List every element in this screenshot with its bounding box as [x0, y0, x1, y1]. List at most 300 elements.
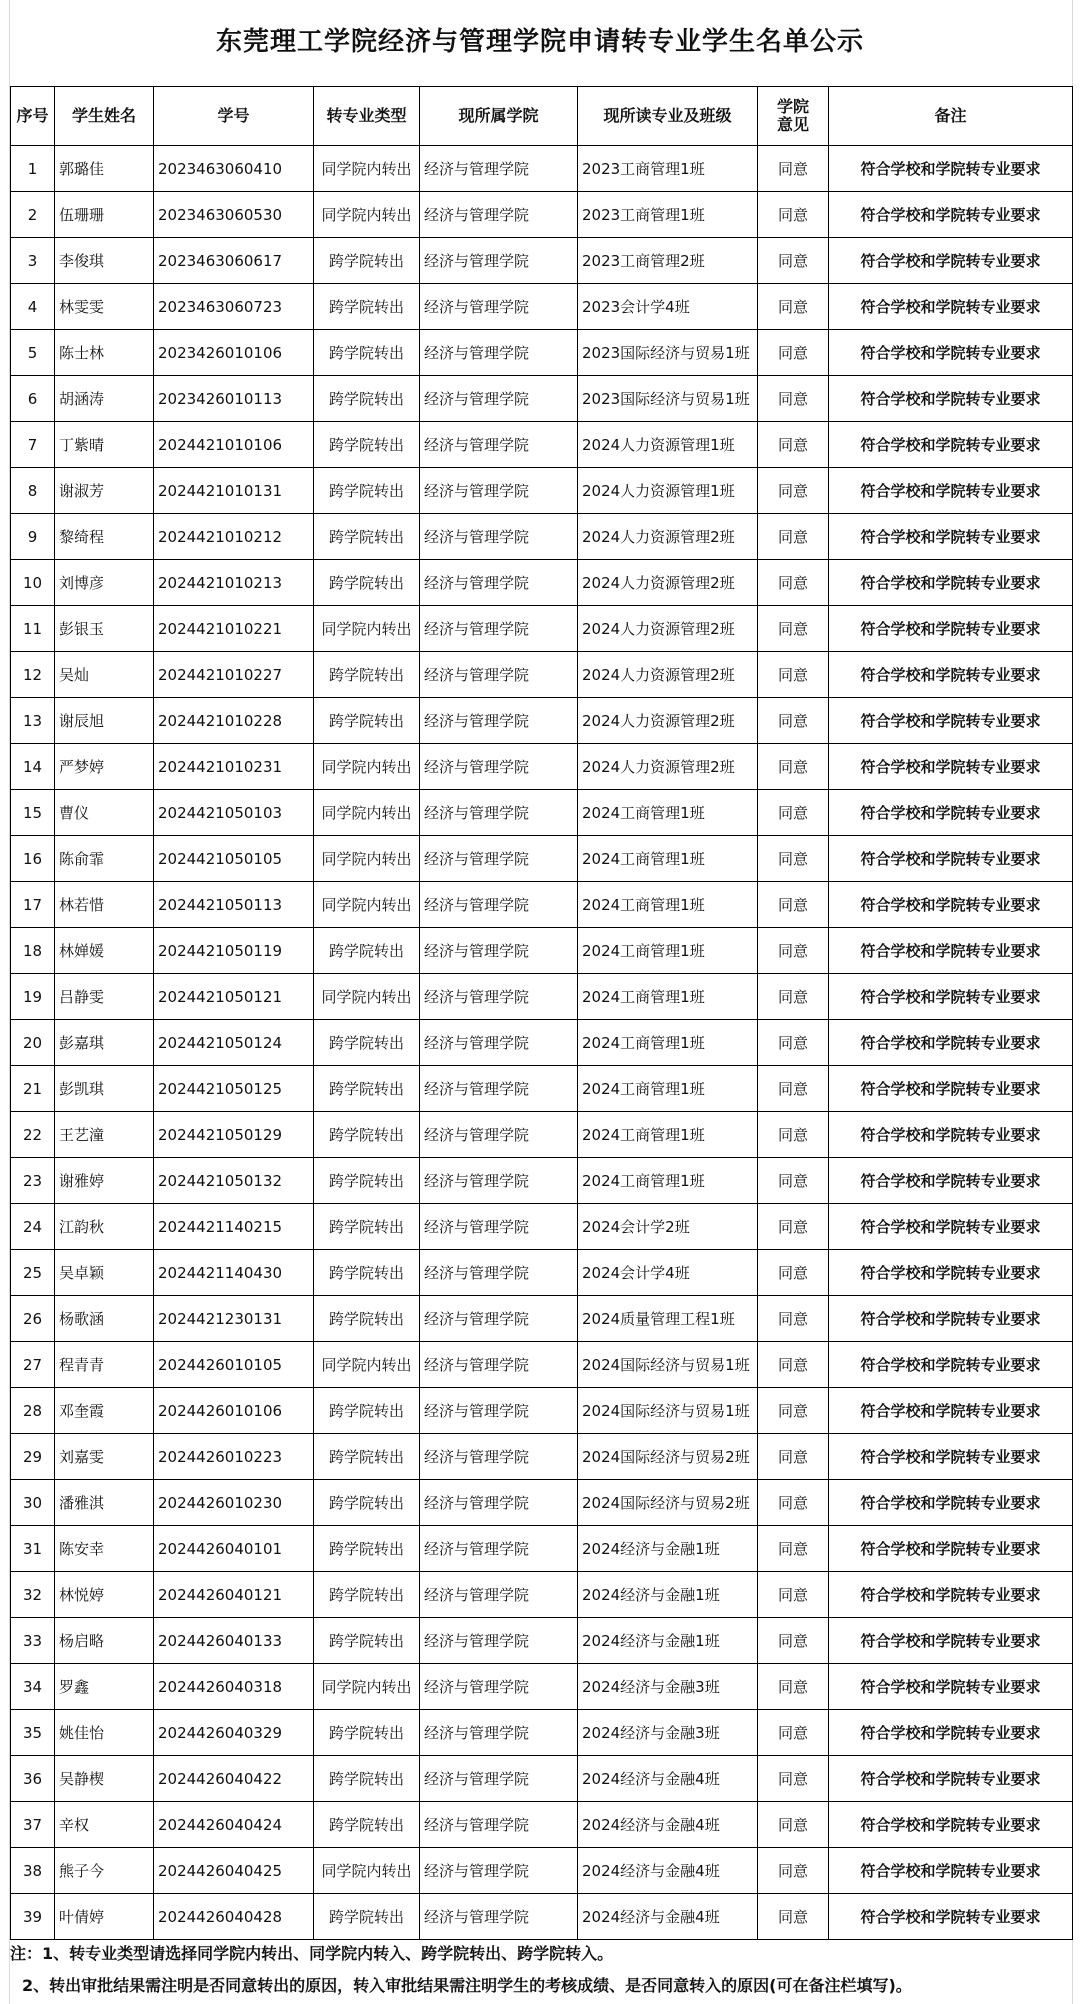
cell-transfer-type: 同学院内转出: [314, 1342, 420, 1388]
cell-transfer-type: 跨学院转出: [314, 1020, 420, 1066]
cell-opinion: 同意: [758, 882, 829, 928]
table-row: [11, 1066, 1073, 1112]
cell-opinion: 同意: [758, 1618, 829, 1664]
cell-remark: 符合学校和学院转专业要求: [829, 652, 1073, 698]
cell-index: 9: [11, 514, 55, 560]
cell-college: 经济与管理学院: [420, 1158, 578, 1204]
cell-student-id: 2024421050129: [154, 1112, 314, 1158]
cell-name: 吴静楔: [55, 1756, 154, 1802]
cell-remark: 符合学校和学院转专业要求: [829, 1388, 1073, 1434]
cell-remark: 符合学校和学院转专业要求: [829, 1664, 1073, 1710]
cell-college: 经济与管理学院: [420, 1342, 578, 1388]
cell-remark: 符合学校和学院转专业要求: [829, 330, 1073, 376]
table-row: [11, 652, 1073, 698]
cell-college: 经济与管理学院: [420, 1020, 578, 1066]
cell-transfer-type: 跨学院转出: [314, 652, 420, 698]
cell-remark: 符合学校和学院转专业要求: [829, 1112, 1073, 1158]
cell-name: 杨歌涵: [55, 1296, 154, 1342]
cell-major-class: 2024会计学4班: [578, 1250, 758, 1296]
cell-remark: 符合学校和学院转专业要求: [829, 882, 1073, 928]
cell-transfer-type: 跨学院转出: [314, 238, 420, 284]
cell-index: 37: [11, 1802, 55, 1848]
cell-index: 14: [11, 744, 55, 790]
cell-major-class: 2024人力资源管理1班: [578, 468, 758, 514]
cell-transfer-type: 跨学院转出: [314, 1802, 420, 1848]
table-row: [11, 1480, 1073, 1526]
table-row: [11, 1618, 1073, 1664]
header-index: 序号: [11, 87, 55, 146]
cell-name: 伍珊珊: [55, 192, 154, 238]
cell-transfer-type: 跨学院转出: [314, 1296, 420, 1342]
cell-remark: 符合学校和学院转专业要求: [829, 1296, 1073, 1342]
note-1: 注：1、转专业类型请选择同学院内转出、同学院内转入、跨学院转出、跨学院转入。: [10, 1944, 614, 1963]
cell-transfer-type: 跨学院转出: [314, 1526, 420, 1572]
cell-college: 经济与管理学院: [420, 928, 578, 974]
cell-index: 33: [11, 1618, 55, 1664]
table-row: [11, 1020, 1073, 1066]
cell-college: 经济与管理学院: [420, 652, 578, 698]
cell-college: 经济与管理学院: [420, 1572, 578, 1618]
cell-opinion: 同意: [758, 376, 829, 422]
cell-transfer-type: 同学院内转出: [314, 1664, 420, 1710]
cell-transfer-type: 同学院内转出: [314, 606, 420, 652]
header-transfer-type: 转专业类型: [314, 87, 420, 146]
cell-remark: 符合学校和学院转专业要求: [829, 422, 1073, 468]
cell-name: 姚佳怡: [55, 1710, 154, 1756]
cell-index: 27: [11, 1342, 55, 1388]
cell-college: 经济与管理学院: [420, 790, 578, 836]
cell-index: 8: [11, 468, 55, 514]
cell-college: 经济与管理学院: [420, 1618, 578, 1664]
cell-college: 经济与管理学院: [420, 1112, 578, 1158]
table-row: [11, 146, 1073, 192]
cell-opinion: 同意: [758, 652, 829, 698]
cell-student-id: 2024421050113: [154, 882, 314, 928]
cell-transfer-type: 跨学院转出: [314, 1388, 420, 1434]
cell-college: 经济与管理学院: [420, 560, 578, 606]
cell-remark: 符合学校和学院转专业要求: [829, 698, 1073, 744]
cell-index: 1: [11, 146, 55, 192]
cell-index: 30: [11, 1480, 55, 1526]
student-table: [10, 86, 1073, 1940]
cell-remark: 符合学校和学院转专业要求: [829, 606, 1073, 652]
cell-transfer-type: 跨学院转出: [314, 1250, 420, 1296]
cell-name: 陈士林: [55, 330, 154, 376]
cell-college: 经济与管理学院: [420, 698, 578, 744]
table-row: [11, 882, 1073, 928]
cell-index: 38: [11, 1848, 55, 1894]
cell-student-id: 2024426040428: [154, 1894, 314, 1940]
cell-college: 经济与管理学院: [420, 192, 578, 238]
cell-student-id: 2024421010131: [154, 468, 314, 514]
cell-opinion: 同意: [758, 1894, 829, 1940]
cell-name: 林若惜: [55, 882, 154, 928]
cell-transfer-type: 同学院内转出: [314, 882, 420, 928]
table-row: [11, 468, 1073, 514]
cell-name: 谢辰旭: [55, 698, 154, 744]
cell-student-id: 2024421140215: [154, 1204, 314, 1250]
cell-major-class: 2023工商管理1班: [578, 146, 758, 192]
cell-opinion: 同意: [758, 284, 829, 330]
cell-major-class: 2023国际经济与贸易1班: [578, 376, 758, 422]
header-major-class: 现所读专业及班级: [578, 87, 758, 146]
cell-remark: 符合学校和学院转专业要求: [829, 1342, 1073, 1388]
cell-name: 杨启略: [55, 1618, 154, 1664]
table-row: [11, 1756, 1073, 1802]
cell-student-id: 2023463060530: [154, 192, 314, 238]
cell-college: 经济与管理学院: [420, 744, 578, 790]
cell-remark: 符合学校和学院转专业要求: [829, 1480, 1073, 1526]
table-row: [11, 606, 1073, 652]
cell-major-class: 2024工商管理1班: [578, 1112, 758, 1158]
cell-student-id: 2024421010231: [154, 744, 314, 790]
cell-remark: 符合学校和学院转专业要求: [829, 238, 1073, 284]
cell-remark: 符合学校和学院转专业要求: [829, 1204, 1073, 1250]
cell-opinion: 同意: [758, 192, 829, 238]
cell-remark: 符合学校和学院转专业要求: [829, 1572, 1073, 1618]
cell-student-id: 2024426040133: [154, 1618, 314, 1664]
cell-college: 经济与管理学院: [420, 1848, 578, 1894]
cell-major-class: 2024经济与金融1班: [578, 1526, 758, 1572]
cell-opinion: 同意: [758, 1204, 829, 1250]
header-student-id: 学号: [154, 87, 314, 146]
cell-opinion: 同意: [758, 1296, 829, 1342]
cell-remark: 符合学校和学院转专业要求: [829, 284, 1073, 330]
cell-index: 26: [11, 1296, 55, 1342]
cell-name: 李俊琪: [55, 238, 154, 284]
cell-opinion: 同意: [758, 1756, 829, 1802]
cell-transfer-type: 跨学院转出: [314, 1434, 420, 1480]
cell-student-id: 2024421010212: [154, 514, 314, 560]
cell-name: 林雯雯: [55, 284, 154, 330]
cell-opinion: 同意: [758, 790, 829, 836]
cell-transfer-type: 跨学院转出: [314, 560, 420, 606]
table-row: [11, 1434, 1073, 1480]
cell-transfer-type: 跨学院转出: [314, 1204, 420, 1250]
cell-opinion: 同意: [758, 560, 829, 606]
cell-index: 10: [11, 560, 55, 606]
cell-major-class: 2024人力资源管理2班: [578, 560, 758, 606]
cell-opinion: 同意: [758, 1526, 829, 1572]
cell-remark: 符合学校和学院转专业要求: [829, 560, 1073, 606]
cell-name: 熊子今: [55, 1848, 154, 1894]
table-row: [11, 1296, 1073, 1342]
cell-college: 经济与管理学院: [420, 1204, 578, 1250]
cell-transfer-type: 同学院内转出: [314, 790, 420, 836]
cell-name: 吴灿: [55, 652, 154, 698]
cell-student-id: 2024421050121: [154, 974, 314, 1020]
cell-index: 6: [11, 376, 55, 422]
cell-index: 35: [11, 1710, 55, 1756]
cell-major-class: 2024经济与金融1班: [578, 1572, 758, 1618]
cell-college: 经济与管理学院: [420, 284, 578, 330]
cell-student-id: 2024421050119: [154, 928, 314, 974]
cell-remark: 符合学校和学院转专业要求: [829, 376, 1073, 422]
table-row: [11, 790, 1073, 836]
cell-student-id: 2024421050125: [154, 1066, 314, 1112]
notes: [10, 1938, 1072, 2002]
cell-index: 23: [11, 1158, 55, 1204]
cell-college: 经济与管理学院: [420, 330, 578, 376]
cell-major-class: 2024工商管理1班: [578, 974, 758, 1020]
cell-name: 谢雅婷: [55, 1158, 154, 1204]
cell-remark: 符合学校和学院转专业要求: [829, 1020, 1073, 1066]
cell-student-id: 2024426010223: [154, 1434, 314, 1480]
cell-student-id: 2024426040422: [154, 1756, 314, 1802]
cell-transfer-type: 跨学院转出: [314, 1066, 420, 1112]
cell-college: 经济与管理学院: [420, 1066, 578, 1112]
cell-name: 程青青: [55, 1342, 154, 1388]
table-row: [11, 744, 1073, 790]
cell-opinion: 同意: [758, 1020, 829, 1066]
cell-name: 江韵秋: [55, 1204, 154, 1250]
cell-college: 经济与管理学院: [420, 1664, 578, 1710]
cell-index: 28: [11, 1388, 55, 1434]
cell-major-class: 2024经济与金融3班: [578, 1664, 758, 1710]
cell-student-id: 2024426010230: [154, 1480, 314, 1526]
table-row: [11, 1848, 1073, 1894]
cell-transfer-type: 跨学院转出: [314, 1158, 420, 1204]
cell-student-id: 2024421050103: [154, 790, 314, 836]
table-row: [11, 1204, 1073, 1250]
table-row: [11, 284, 1073, 330]
table-row: [11, 1112, 1073, 1158]
cell-index: 12: [11, 652, 55, 698]
cell-major-class: 2023工商管理2班: [578, 238, 758, 284]
cell-student-id: 2024426040318: [154, 1664, 314, 1710]
cell-college: 经济与管理学院: [420, 1388, 578, 1434]
cell-opinion: 同意: [758, 974, 829, 1020]
cell-remark: 符合学校和学院转专业要求: [829, 1066, 1073, 1112]
cell-opinion: 同意: [758, 744, 829, 790]
cell-major-class: 2023会计学4班: [578, 284, 758, 330]
cell-student-id: 2024426040424: [154, 1802, 314, 1848]
cell-remark: 符合学校和学院转专业要求: [829, 1894, 1073, 1940]
cell-name: 胡涵涛: [55, 376, 154, 422]
table-row: [11, 238, 1073, 284]
cell-index: 24: [11, 1204, 55, 1250]
cell-transfer-type: 跨学院转出: [314, 1756, 420, 1802]
cell-opinion: 同意: [758, 1112, 829, 1158]
cell-college: 经济与管理学院: [420, 1802, 578, 1848]
cell-student-id: 2023463060410: [154, 146, 314, 192]
cell-major-class: 2024人力资源管理2班: [578, 652, 758, 698]
table-row: [11, 330, 1073, 376]
cell-index: 25: [11, 1250, 55, 1296]
table-row: [11, 1894, 1073, 1940]
cell-major-class: 2024国际经济与贸易1班: [578, 1388, 758, 1434]
table-row: [11, 514, 1073, 560]
table-row: [11, 422, 1073, 468]
cell-college: 经济与管理学院: [420, 422, 578, 468]
table-row: [11, 376, 1073, 422]
cell-index: 11: [11, 606, 55, 652]
cell-opinion: 同意: [758, 1480, 829, 1526]
cell-name: 陈俞霏: [55, 836, 154, 882]
cell-name: 罗鑫: [55, 1664, 154, 1710]
cell-transfer-type: 跨学院转出: [314, 422, 420, 468]
cell-name: 彭嘉琪: [55, 1020, 154, 1066]
cell-major-class: 2024经济与金融4班: [578, 1894, 758, 1940]
cell-opinion: 同意: [758, 698, 829, 744]
cell-name: 邓奎霞: [55, 1388, 154, 1434]
cell-opinion: 同意: [758, 1250, 829, 1296]
cell-student-id: 2024421010228: [154, 698, 314, 744]
cell-name: 林婵媛: [55, 928, 154, 974]
cell-remark: 符合学校和学院转专业要求: [829, 836, 1073, 882]
cell-remark: 符合学校和学院转专业要求: [829, 1526, 1073, 1572]
cell-major-class: 2024经济与金融3班: [578, 1710, 758, 1756]
header-opinion: 学院意见: [758, 87, 829, 146]
cell-student-id: 2024426010105: [154, 1342, 314, 1388]
cell-opinion: 同意: [758, 146, 829, 192]
cell-major-class: 2024工商管理1班: [578, 790, 758, 836]
cell-index: 15: [11, 790, 55, 836]
cell-opinion: 同意: [758, 330, 829, 376]
table-row: [11, 1526, 1073, 1572]
cell-opinion: 同意: [758, 606, 829, 652]
cell-transfer-type: 跨学院转出: [314, 514, 420, 560]
table-row: [11, 974, 1073, 1020]
cell-transfer-type: 跨学院转出: [314, 1894, 420, 1940]
cell-college: 经济与管理学院: [420, 882, 578, 928]
cell-remark: 符合学校和学院转专业要求: [829, 514, 1073, 560]
cell-opinion: 同意: [758, 422, 829, 468]
cell-major-class: 2024人力资源管理2班: [578, 698, 758, 744]
cell-remark: 符合学校和学院转专业要求: [829, 974, 1073, 1020]
cell-transfer-type: 跨学院转出: [314, 330, 420, 376]
cell-major-class: 2024国际经济与贸易1班: [578, 1342, 758, 1388]
cell-name: 潘雅淇: [55, 1480, 154, 1526]
cell-college: 经济与管理学院: [420, 1894, 578, 1940]
cell-opinion: 同意: [758, 468, 829, 514]
cell-remark: 符合学校和学院转专业要求: [829, 468, 1073, 514]
cell-opinion: 同意: [758, 1710, 829, 1756]
cell-index: 39: [11, 1894, 55, 1940]
cell-major-class: 2024工商管理1班: [578, 1020, 758, 1066]
cell-major-class: 2024工商管理1班: [578, 836, 758, 882]
cell-college: 经济与管理学院: [420, 238, 578, 284]
cell-major-class: 2024会计学2班: [578, 1204, 758, 1250]
cell-college: 经济与管理学院: [420, 606, 578, 652]
cell-major-class: 2024经济与金融1班: [578, 1618, 758, 1664]
cell-student-id: 2023426010106: [154, 330, 314, 376]
cell-opinion: 同意: [758, 1802, 829, 1848]
cell-transfer-type: 同学院内转出: [314, 974, 420, 1020]
cell-opinion: 同意: [758, 1434, 829, 1480]
cell-major-class: 2024质量管理工程1班: [578, 1296, 758, 1342]
cell-index: 31: [11, 1526, 55, 1572]
cell-student-id: 2023463060723: [154, 284, 314, 330]
cell-student-id: 2024421050105: [154, 836, 314, 882]
cell-index: 17: [11, 882, 55, 928]
cell-remark: 符合学校和学院转专业要求: [829, 1802, 1073, 1848]
cell-opinion: 同意: [758, 238, 829, 284]
table-row: [11, 1250, 1073, 1296]
cell-transfer-type: 跨学院转出: [314, 376, 420, 422]
cell-name: 吕静雯: [55, 974, 154, 1020]
cell-college: 经济与管理学院: [420, 836, 578, 882]
cell-major-class: 2024人力资源管理2班: [578, 606, 758, 652]
cell-college: 经济与管理学院: [420, 1480, 578, 1526]
cell-name: 陈安幸: [55, 1526, 154, 1572]
cell-opinion: 同意: [758, 1848, 829, 1894]
cell-transfer-type: 跨学院转出: [314, 1710, 420, 1756]
cell-college: 经济与管理学院: [420, 1250, 578, 1296]
cell-transfer-type: 同学院内转出: [314, 836, 420, 882]
cell-index: 36: [11, 1756, 55, 1802]
table-row: [11, 560, 1073, 606]
header-name: 学生姓名: [55, 87, 154, 146]
cell-index: 16: [11, 836, 55, 882]
table-row: [11, 1342, 1073, 1388]
cell-name: 严梦婷: [55, 744, 154, 790]
cell-index: 3: [11, 238, 55, 284]
cell-name: 曹仪: [55, 790, 154, 836]
cell-student-id: 2024421010213: [154, 560, 314, 606]
table-row: [11, 192, 1073, 238]
cell-college: 经济与管理学院: [420, 1296, 578, 1342]
cell-college: 经济与管理学院: [420, 1526, 578, 1572]
cell-college: 经济与管理学院: [420, 146, 578, 192]
cell-college: 经济与管理学院: [420, 376, 578, 422]
cell-transfer-type: 跨学院转出: [314, 1572, 420, 1618]
cell-student-id: 2023463060617: [154, 238, 314, 284]
table-row: [11, 698, 1073, 744]
cell-name: 郭璐佳: [55, 146, 154, 192]
cell-college: 经济与管理学院: [420, 1756, 578, 1802]
cell-college: 经济与管理学院: [420, 1434, 578, 1480]
table-row: [11, 836, 1073, 882]
cell-name: 刘嘉雯: [55, 1434, 154, 1480]
table-row: [11, 1158, 1073, 1204]
cell-student-id: 2023426010113: [154, 376, 314, 422]
cell-major-class: 2024工商管理1班: [578, 1158, 758, 1204]
cell-opinion: 同意: [758, 514, 829, 560]
cell-major-class: 2024国际经济与贸易2班: [578, 1480, 758, 1526]
cell-student-id: 2024426040329: [154, 1710, 314, 1756]
cell-remark: 符合学校和学院转专业要求: [829, 790, 1073, 836]
table-row: [11, 1664, 1073, 1710]
cell-student-id: 2024426040425: [154, 1848, 314, 1894]
cell-index: 18: [11, 928, 55, 974]
cell-index: 32: [11, 1572, 55, 1618]
cell-major-class: 2024人力资源管理2班: [578, 514, 758, 560]
cell-college: 经济与管理学院: [420, 468, 578, 514]
table-row: [11, 928, 1073, 974]
table-row: [11, 1710, 1073, 1756]
cell-opinion: 同意: [758, 928, 829, 974]
cell-major-class: 2024工商管理1班: [578, 882, 758, 928]
cell-name: 叶倩婷: [55, 1894, 154, 1940]
cell-transfer-type: 同学院内转出: [314, 744, 420, 790]
cell-index: 4: [11, 284, 55, 330]
cell-name: 林悦婷: [55, 1572, 154, 1618]
cell-opinion: 同意: [758, 1158, 829, 1204]
cell-remark: 符合学校和学院转专业要求: [829, 1756, 1073, 1802]
cell-name: 彭凯琪: [55, 1066, 154, 1112]
cell-remark: 符合学校和学院转专业要求: [829, 1250, 1073, 1296]
cell-college: 经济与管理学院: [420, 1710, 578, 1756]
table-row: [11, 1388, 1073, 1434]
cell-index: 7: [11, 422, 55, 468]
cell-transfer-type: 跨学院转出: [314, 698, 420, 744]
cell-remark: 符合学校和学院转专业要求: [829, 192, 1073, 238]
cell-index: 29: [11, 1434, 55, 1480]
cell-name: 王艺潼: [55, 1112, 154, 1158]
cell-student-id: 2024421010227: [154, 652, 314, 698]
cell-remark: 符合学校和学院转专业要求: [829, 928, 1073, 974]
